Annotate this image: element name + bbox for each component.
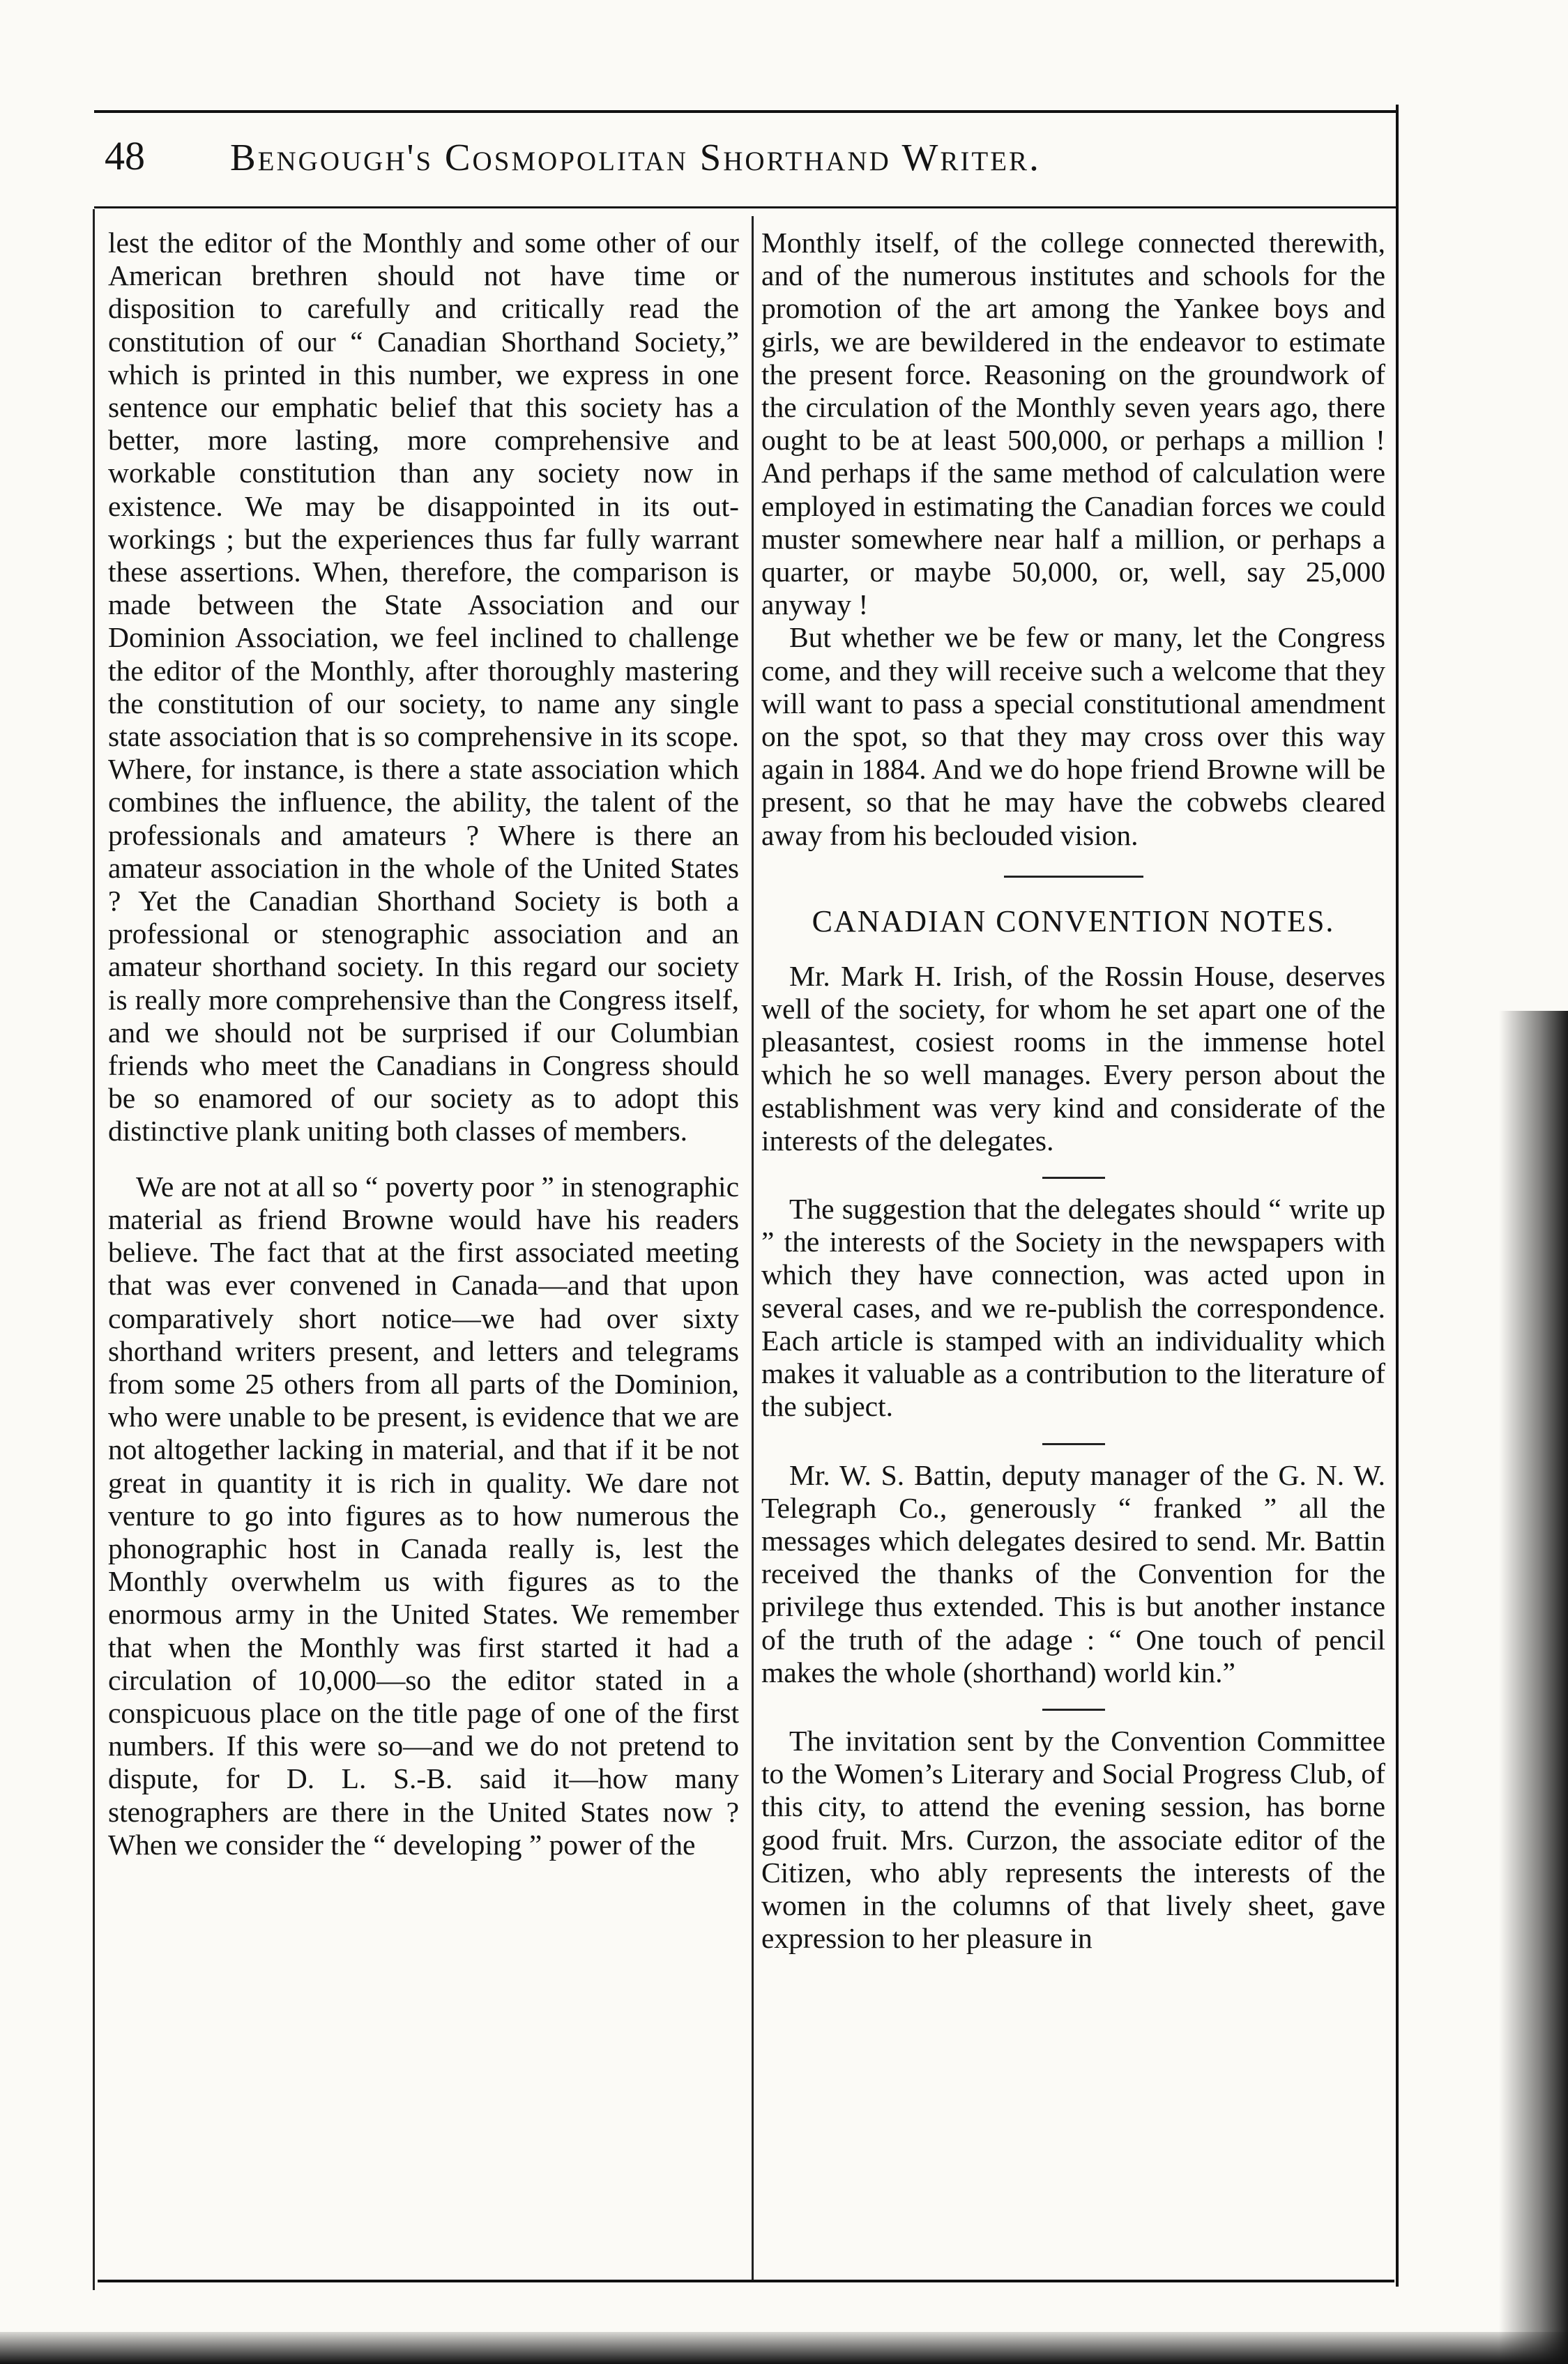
note-paragraph: Mr. W. S. Battin, deputy manager of the G. N. W. Telegraph Co., generously “ franked ” all the messages which delegates desired to send. Mr. Battin received the thanks of the Convention for the privilege thus extended. This is but another instance of the truth of the adage : “ One touch of pencil makes the whole (shorthand) world kin.” [761, 1458, 1385, 1688]
paragraph: We are not at all so “ poverty poor ” in stenographic material as friend Browne would have his readers believe. The fact that at the first associated meeting that was ever convened in Canada—and that upon comparatively short notice—we had over sixty shorthand writers present, and letters and telegrams from some 25 others from all parts of the Dominion, who were unable to be present, is evidence that we are not altogether lacking in material, and that if it be not great in quantity it is rich in quality. We dare not venture to go into figures as to how numerous the phonographic host in Canada really is, lest the Monthly overwhelm us with figures as to the enormous army in the United States. We remember that when the Monthly was first started it had a circulation of 10,000—so the editor stated in a conspicuous place on the title page of one of the first numbers. If this were so—and we do not pretend to dispute, for D. L. S.-B. said it—how many stenographers are there in the United States now ? When we consider the “ developing ” power of the [108, 1170, 739, 1861]
note-divider [1042, 1443, 1105, 1445]
paragraph: But whether we be few or many, let the Congress come, and they will receive such a welcome that they will want to pass a special constitutional amendment on the spot, so that they may cross over this way again in 1884. And we do hope friend Browne will be present, so that he may have the cobwebs cleared away from his beclouded vision. [761, 621, 1385, 851]
note-paragraph: The invitation sent by the Convention Committee to the Women’s Literary and Social Progress Club, of this city, to attend the evening session, has borne good fruit. Mrs. Curzon, the associate editor of the Citizen, who ably represents the interests of the women in the columns of that lively sheet, gave expression to her pleasure in [761, 1724, 1385, 1955]
page-number: 48 [105, 133, 145, 178]
note-paragraph: Mr. Mark H. Irish, of the Rossin House, deserves well of the society, for whom he set apart one of the pleasantest, cosiest rooms in the immense hotel which he so well manages. Every person about the establishment was very kind and considerate of the interests of the delegates. [761, 959, 1385, 1157]
scan-shadow [1499, 1011, 1568, 2364]
page-header [105, 125, 1387, 195]
paragraph: lest the editor of the Monthly and some other of our American brethren should not have time or disposition to carefully and critically read the constitution of our “ Canadian Shorthand Society,” which is printed in this number, we express in one sentence our emphatic belief that this society has a better, more lasting, more comprehensive and workable constitution than any society now in existence. We may be disappointed in its out-workings ; but the experiences thus far fully warrant these assertions. When, therefore, the comparison is made between the State Association and our Dominion Association, we feel inclined to challenge the editor of the Monthly, after thoroughly mastering the constitution of our society, to name any single state association that is so comprehensive in its scope. Where, for instance, is there a state association which combines the influence, the ability, the talent of the professionals and amateurs ? Where is there an amateur association in the whole of the United States ? Yet the Canadian Shorthand Society is both a professional or stenographic association and an amateur shorthand society. In this regard our society is really more comprehensive than the Congress itself, and we should not be surprised if our Columbian friends who meet the Canadians in Congress should be so enamored of our society as to adopt this distinctive plank uniting both classes of members. [108, 227, 739, 1147]
top-rule [94, 110, 1398, 113]
note-divider [1042, 1709, 1105, 1711]
paragraph: Monthly itself, of the college connected therewith, and of the numerous institutes and schools for the promotion of the art among the Yankee boys and girls, we are bewildered in the endeavor to estimate the present force. Reasoning on the groundwork of the circulation of the Monthly seven years ago, there ought to be at least 500,000, or perhaps a million ! And perhaps if the same method of calculation were employed in estimating the Canadian forces we could muster somewhere near half a million, or perhaps a quarter, or maybe 50,000, or, well, say 25,000 anyway ! [761, 227, 1385, 621]
left-column [108, 227, 739, 1861]
column-divider [752, 216, 754, 2280]
section-heading: CANADIAN CONVENTION NOTES. [812, 903, 1335, 938]
right-column [761, 227, 1385, 1955]
header-rule [94, 206, 1398, 208]
note-divider [1042, 1177, 1105, 1179]
right-border-rule [1396, 105, 1399, 2287]
left-border-rule [93, 209, 95, 2290]
running-title: Bengough's Cosmopolitan Shorthand Writer. [230, 136, 1041, 178]
section-divider [1004, 876, 1143, 878]
bottom-rule [98, 2280, 1394, 2282]
note-paragraph: The suggestion that the delegates should “ write up ” the interests of the Society in the newspapers with which they have connection, was acted upon in several cases, and we re-publish the correspondence. Each article is stamped with an individuality which makes it valuable as a contribution to the literature of the subject. [761, 1193, 1385, 1423]
scan-bottom-edge [0, 2332, 1568, 2364]
